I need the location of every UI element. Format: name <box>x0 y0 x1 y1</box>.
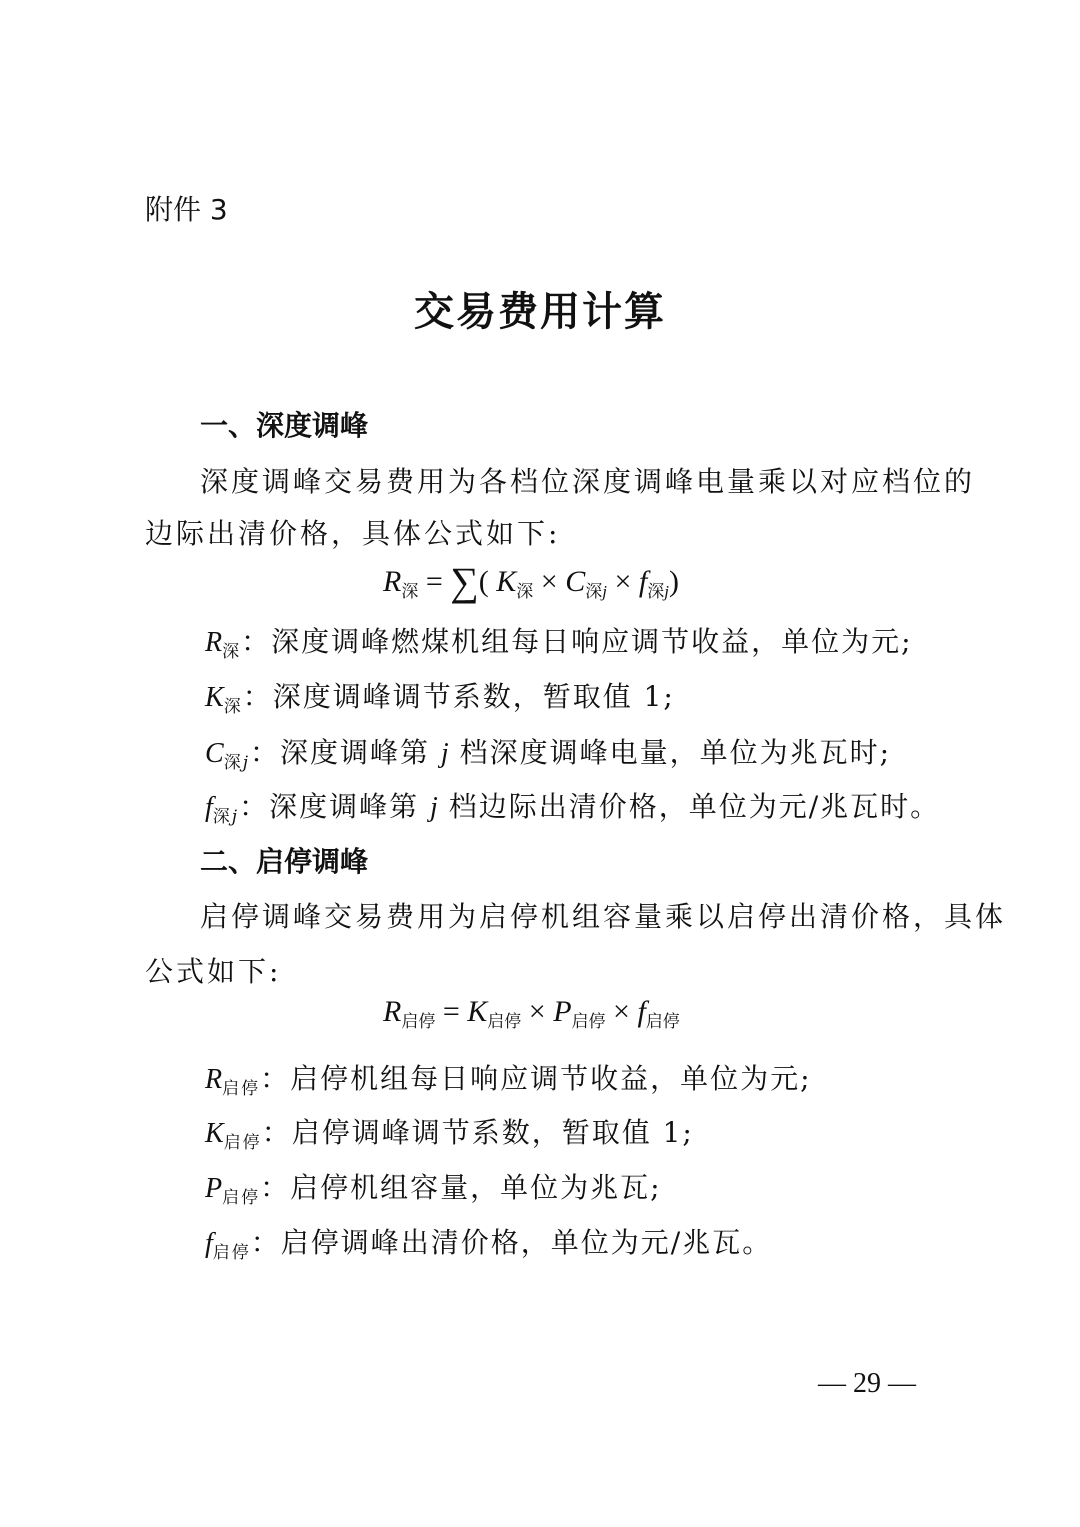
annex-label: 附件 3 <box>145 193 228 226</box>
def-text: 启停调峰出清价格，单位为元/兆瓦。 <box>280 1226 773 1259</box>
formula-eq: = <box>442 995 460 1028</box>
def-symbol-idx: j <box>242 753 250 773</box>
def-text-a: 深度调峰第 <box>279 736 430 769</box>
formula-eq: = <box>425 565 443 598</box>
def-symbol: R <box>205 627 223 658</box>
def-symbol: K <box>205 1118 224 1149</box>
section2-def-f <box>205 1221 772 1263</box>
formula-c-sub: 深 <box>585 582 603 601</box>
def-colon: ： <box>250 1226 281 1259</box>
formula-close: ) <box>668 565 679 598</box>
def-j: j <box>430 792 438 823</box>
section1-def-r <box>205 620 913 662</box>
section2-heading: 二、启停调峰 <box>200 845 369 878</box>
formula-f-sub: 启停 <box>645 1012 680 1031</box>
def-text: 启停机组每日响应调节收益，单位为元; <box>290 1062 812 1095</box>
def-text: 启停调峰调节系数，暂取值 1; <box>291 1116 694 1149</box>
formula-k-sub: 启停 <box>487 1012 522 1031</box>
page-number: — 29 — <box>818 1368 916 1399</box>
section1-def-c <box>205 731 891 773</box>
def-colon: ： <box>239 790 270 823</box>
section1-heading: 一、深度调峰 <box>200 409 369 442</box>
def-colon: ： <box>241 625 272 658</box>
formula-k-sub: 深 <box>516 582 534 601</box>
section1-formula <box>383 558 679 605</box>
def-text-b: 档边际出清价格，单位为元/兆瓦时。 <box>448 790 941 823</box>
formula-r-sub: 启停 <box>401 1012 436 1031</box>
def-symbol: f <box>205 792 213 823</box>
def-symbol: f <box>205 1228 213 1259</box>
def-symbol-sub: 深 <box>223 697 243 717</box>
formula-times2: × <box>613 995 630 1028</box>
formula-k: K <box>467 995 488 1028</box>
formula-f-idx: j <box>664 582 669 601</box>
def-symbol-sub: 启停 <box>222 1079 261 1099</box>
formula-k: K <box>496 565 517 598</box>
section2-def-k <box>205 1111 694 1153</box>
def-symbol-sub: 深 <box>223 753 243 773</box>
formula-times1: × <box>540 565 558 598</box>
def-symbol: P <box>205 1173 223 1204</box>
formula-c-idx: j <box>602 582 607 601</box>
def-colon: ： <box>242 680 273 713</box>
def-symbol: R <box>205 1064 223 1095</box>
def-text-a: 深度调峰第 <box>269 790 420 823</box>
def-symbol: K <box>205 682 224 713</box>
formula-times1: × <box>528 995 546 1028</box>
def-colon: ： <box>261 1116 292 1149</box>
def-text: 启停机组容量，单位为兆瓦; <box>290 1171 662 1204</box>
section1-para-line2: 边际出清价格，具体公式如下: <box>145 517 561 550</box>
formula-times2: × <box>614 565 632 598</box>
def-symbol-sub: 启停 <box>223 1133 262 1153</box>
def-symbol-sub: 启停 <box>212 1243 251 1263</box>
def-colon: ： <box>260 1171 291 1204</box>
section1-def-f <box>205 785 940 827</box>
def-symbol-sub: 深 <box>212 807 232 827</box>
formula-f: f <box>638 565 648 598</box>
section2-para-line2: 公式如下: <box>145 955 282 988</box>
def-text: 深度调峰调节系数，暂取值 1; <box>272 680 675 713</box>
section1-para-line1: 深度调峰交易费用为各档位深度调峰电量乘以对应档位的 <box>200 465 976 498</box>
formula-sigma: ∑ <box>450 559 479 604</box>
formula-p: P <box>553 995 572 1028</box>
formula-p-sub: 启停 <box>571 1012 606 1031</box>
def-text-b: 档深度调峰电量，单位为兆瓦时; <box>459 736 892 769</box>
def-symbol-idx: j <box>231 807 240 827</box>
section2-formula <box>383 995 680 1032</box>
def-symbol: C <box>205 738 224 769</box>
def-colon: ： <box>249 736 280 769</box>
def-symbol-sub: 深 <box>222 642 242 662</box>
formula-f-sub: 深 <box>647 582 665 601</box>
formula-c: C <box>565 565 586 598</box>
formula-open: ( <box>478 565 489 598</box>
page-title: 交易费用计算 <box>414 289 666 335</box>
section2-def-r <box>205 1057 812 1099</box>
section1-def-k <box>205 675 675 717</box>
formula-r: R <box>383 565 402 598</box>
formula-r: R <box>383 995 402 1028</box>
def-j: j <box>440 738 449 769</box>
def-text: 深度调峰燃煤机组每日响应调节收益，单位为元; <box>271 625 913 658</box>
formula-f: f <box>637 995 646 1028</box>
def-colon: ： <box>260 1062 291 1095</box>
section2-def-p <box>205 1166 662 1208</box>
formula-r-sub: 深 <box>401 582 419 601</box>
def-symbol-sub: 启停 <box>222 1188 261 1208</box>
section2-para-line1: 启停调峰交易费用为启停机组容量乘以启停出清价格，具体 <box>200 900 1007 933</box>
